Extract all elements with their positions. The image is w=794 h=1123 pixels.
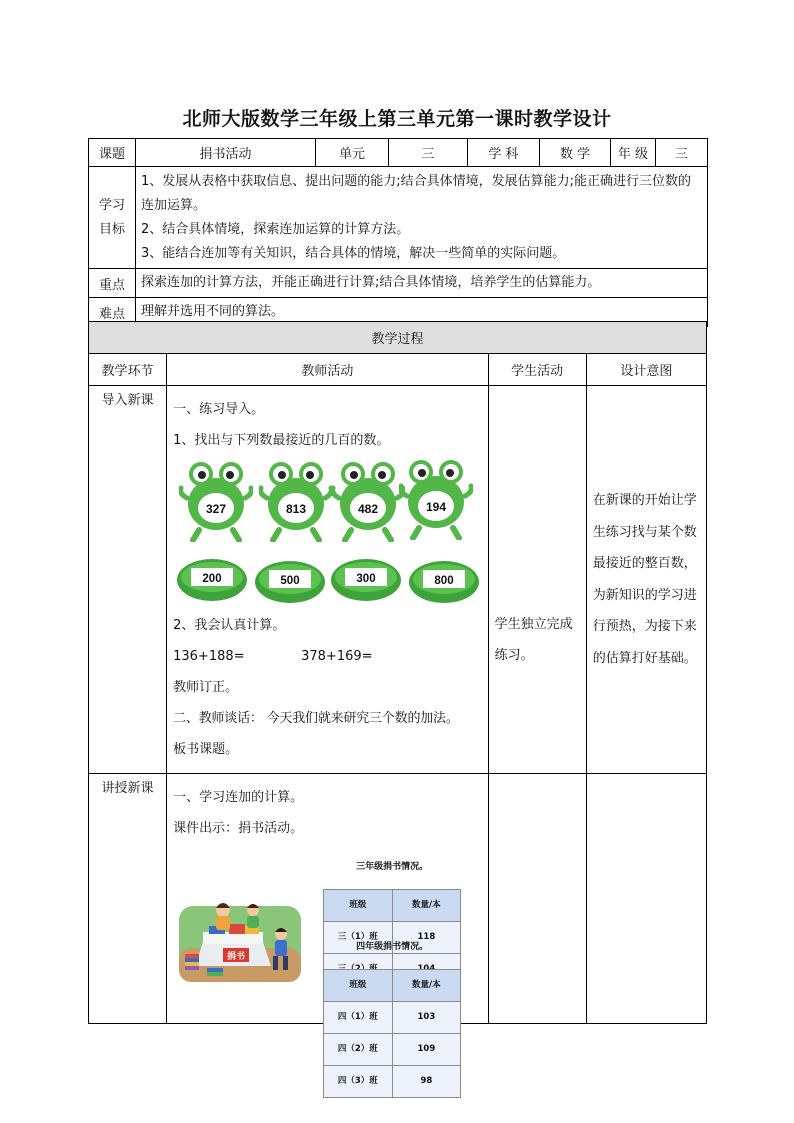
stage-intro-design xyxy=(586,386,706,774)
teacher-talk: 二、教师谈话： 今天我们就来研究三个数的加法。 xyxy=(173,711,459,726)
page-title: 北师大版数学三年级上第三单元第一课时教学设计 xyxy=(182,108,612,130)
column-header-stage: 教学环节 xyxy=(89,354,167,386)
stage-new-student xyxy=(488,774,586,1024)
frog-figure xyxy=(259,458,333,554)
frog-group xyxy=(173,456,482,546)
new-courseware: 课件出示：捐书活动。 xyxy=(173,821,304,836)
frog-icon xyxy=(179,458,253,542)
donation-sign: 捐书 xyxy=(227,951,246,961)
table-cell: 四（3）班 xyxy=(324,1066,393,1098)
frog-figure xyxy=(331,458,405,554)
frog-figure xyxy=(179,458,253,554)
table-header: 班级 xyxy=(324,970,393,1002)
stage-intro-student xyxy=(488,386,586,774)
stage-new-design xyxy=(586,774,706,1024)
pad-number: 300 xyxy=(356,573,376,585)
grade4-table-title: 四年级捐书情况。 xyxy=(356,942,429,952)
stage-intro-teacher xyxy=(167,386,489,774)
lily-pad-icon xyxy=(407,558,481,606)
frog-icon xyxy=(399,456,473,540)
teacher-correct: 教师订正。 xyxy=(173,680,239,695)
board-title: 板书课题。 xyxy=(173,742,239,757)
unit-label: 单元 xyxy=(316,139,389,167)
key-point-label: 重点 xyxy=(89,269,136,298)
lily-pad xyxy=(175,556,249,616)
objectives-cell xyxy=(136,167,708,269)
difficulty-text: 理解并选用不同的算法。 xyxy=(136,298,708,327)
frog-icon xyxy=(259,458,333,542)
column-header-design: 设计意图 xyxy=(586,354,706,386)
lesson-info-table xyxy=(88,138,708,327)
objective-item: 1、发展从表格中获取信息、提出问题的能力;结合具体情境，发展估算能力;能正确进行三位数的连加运算。 xyxy=(141,173,692,213)
pad-number: 800 xyxy=(434,575,454,587)
grade4-donation-table xyxy=(323,969,461,1098)
lily-pad-icon xyxy=(175,556,249,604)
column-header-student: 学生活动 xyxy=(488,354,586,386)
frog-number: 813 xyxy=(286,502,307,516)
objectives-label-line2: 目标 xyxy=(98,221,125,237)
frog-figure xyxy=(399,456,473,552)
objective-item: 3、能结合连加等有关知识，结合具体的情境，解决一些简单的实际问题。 xyxy=(141,245,566,261)
grade-value: 三 xyxy=(656,139,708,167)
teaching-process-table xyxy=(88,321,707,1086)
table-cell: 118 xyxy=(392,922,461,954)
lily-pad-group xyxy=(173,550,482,610)
table-header: 数量/本 xyxy=(392,890,461,922)
design-intent-text: 在新课的开始让学生练习找与某个数最接近的整百数，为新知识的学习进行预热，为接下来的估算打好基础。 xyxy=(592,493,697,666)
frog-number: 327 xyxy=(206,502,227,516)
table-cell: 三（1）班 xyxy=(324,922,393,954)
column-header-teacher: 教师活动 xyxy=(167,354,489,386)
frog-icon xyxy=(331,458,405,542)
topic-value: 捐书活动 xyxy=(136,139,316,167)
lily-pad-icon xyxy=(253,558,327,606)
grade4-table-block xyxy=(323,932,461,1098)
table-cell: 四（1）班 xyxy=(324,1002,393,1034)
lily-pad xyxy=(329,556,403,616)
difficulty-label: 难点 xyxy=(89,298,136,327)
subject-label: 学 科 xyxy=(468,139,540,167)
calc-expression: 378+169= xyxy=(301,649,373,664)
intro-question-1: 1、找出与下列数最接近的几百的数。 xyxy=(173,433,390,448)
table-header: 数量/本 xyxy=(392,970,461,1002)
grade-label: 年 级 xyxy=(611,139,656,167)
subject-value: 数 学 xyxy=(540,139,611,167)
calc-row xyxy=(173,641,482,672)
key-point-text: 探索连加的计算方法，并能正确进行计算;结合具体情境，培养学生的估算能力。 xyxy=(136,269,708,298)
table-cell: 98 xyxy=(392,1066,461,1098)
pad-number: 200 xyxy=(202,573,222,585)
lily-pad-icon xyxy=(329,556,403,604)
student-activity-text: 学生独立完成练习。 xyxy=(494,616,573,663)
grade3-table-title: 三年级捐书情况。 xyxy=(356,862,429,872)
objectives-label xyxy=(89,167,136,269)
process-header: 教学过程 xyxy=(89,322,707,354)
lily-pad xyxy=(253,558,327,618)
objective-item: 2、结合具体情境，探索连加运算的计算方法。 xyxy=(141,221,410,237)
stage-intro-name: 导入新课 xyxy=(89,386,167,774)
donation-illustration xyxy=(177,888,303,996)
pad-number: 500 xyxy=(280,575,300,587)
donation-illustration-icon xyxy=(177,888,303,984)
table-cell: 103 xyxy=(392,1002,461,1034)
intro-heading: 一、练习导入。 xyxy=(173,402,265,417)
frog-number: 194 xyxy=(426,500,447,514)
table-header: 班级 xyxy=(324,890,393,922)
unit-value: 三 xyxy=(389,139,468,167)
frog-number: 482 xyxy=(358,502,379,516)
intro-question-2: 2、我会认真计算。 xyxy=(173,618,286,633)
calc-expression: 136+188= xyxy=(173,649,245,664)
table-cell: 四（2）班 xyxy=(324,1034,393,1066)
lily-pad xyxy=(407,558,481,618)
table-cell: 109 xyxy=(392,1034,461,1066)
stage-new-teacher xyxy=(167,774,489,1086)
objectives-label-line1: 学习 xyxy=(98,197,125,213)
book-donation-scene xyxy=(173,848,482,1086)
topic-label: 课题 xyxy=(89,139,136,167)
stage-new-name: 讲授新课 xyxy=(89,774,167,1024)
new-heading: 一、学习连加的计算。 xyxy=(173,790,304,805)
